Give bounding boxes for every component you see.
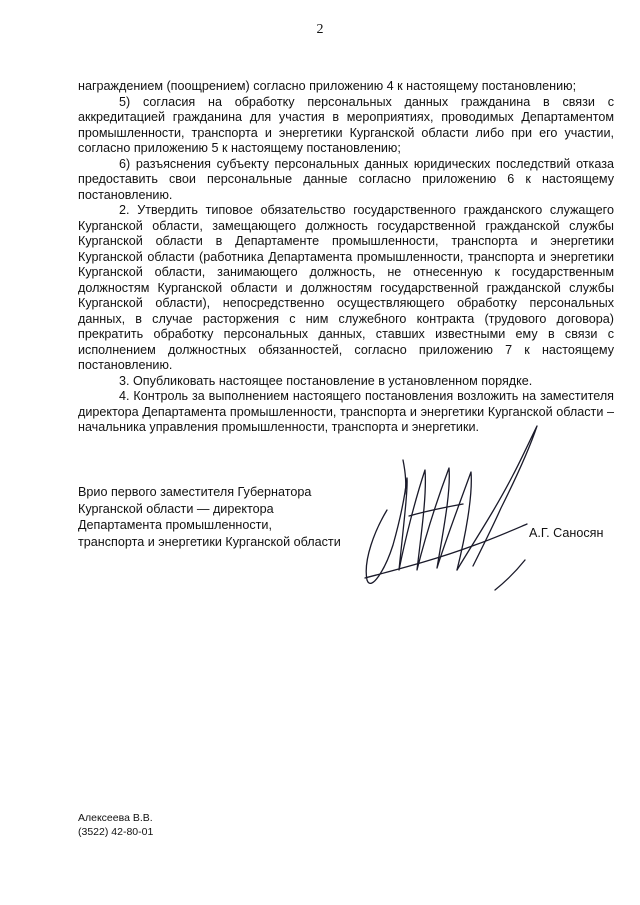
- signatory-position-line: транспорта и энергетики Курганской области: [78, 534, 341, 549]
- paragraph: 6) разъяснения субъекту персональных данных юридических последствий отказа предоставить свои персональные данные согласно приложению 6 к настоящему постановлению.: [78, 156, 614, 202]
- page-number: 2: [316, 22, 324, 37]
- paragraph: 4. Контроль за выполнением настоящего постановления возложить на заместителя директора Департамента промышленности, транспорта и энергетики Курганской области – начальника управления промышленности, транспорта и энергетики.: [78, 389, 614, 434]
- paragraph: 2. Утвердить типовое обязательство государственного гражданского служащего Курганской области, замещающего должность государственной гражданской службы Курганской области в Департаменте промышленности, транспорта и энергетики Курганской области (работника Департамента промышленности, транспорта и энергетики Курганской области, занимающего должность, не отнесенную к государственным должностям Курганской области и должностям государственной гражданской службы Курганской области), непосредственно осуществляющего обработку персональных данных, в случае расторжения с ним служебного контракта (трудового договора) прекратить обработку персональных данных, ставших известными ему в связи с исполнением должностных обязанностей, согласно приложению 7 к настоящему постановлению.: [78, 203, 614, 372]
- paragraph: 5) согласия на обработку персональных данных гражданина в связи с аккредитацией гражданина для участия в мероприятиях, проводимых Департаментом промышленности, транспорта и энергетики Курганской области либо при его участии, согласно приложению 5 к настоящему постановлению;: [78, 94, 614, 155]
- signatory-name: А.Г. Саносян: [529, 526, 604, 540]
- paragraph: награждением (поощрением) согласно приложению 4 к настоящему постановлению;: [78, 79, 577, 93]
- handwritten-signature: [345, 420, 545, 600]
- author-name: Алексеева В.В.: [78, 812, 153, 824]
- document-footer: [78, 812, 153, 839]
- signatory-position-line: Департамента промышленности,: [78, 518, 272, 532]
- signatory-position-line: Курганской области — директора: [78, 501, 274, 516]
- signatory-position-line: Врио первого заместителя Губернатора: [78, 485, 312, 499]
- author-phone: (3522) 42-80-01: [78, 825, 154, 838]
- paragraph: 3. Опубликовать настоящее постановление в установленном порядке.: [119, 373, 533, 388]
- signatory-position: [78, 484, 358, 550]
- document-body: [78, 79, 614, 436]
